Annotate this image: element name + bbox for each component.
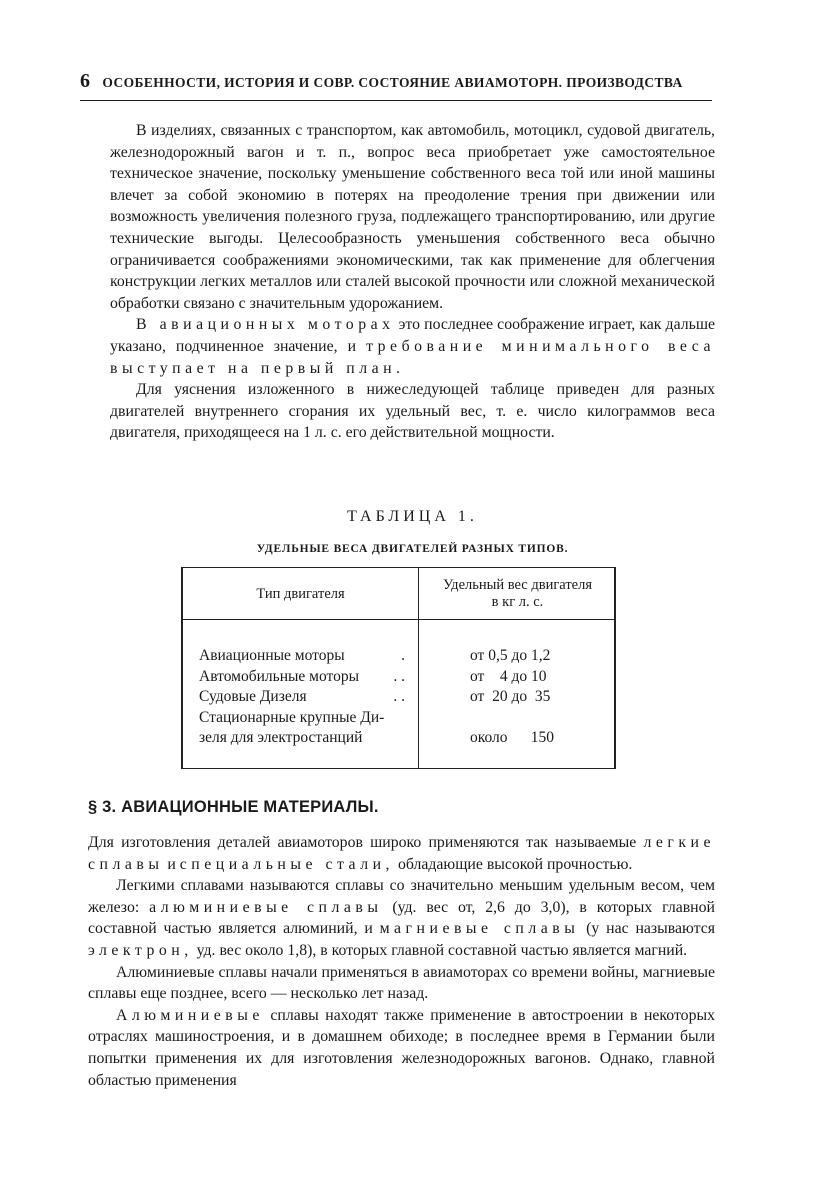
specific-weight-value: от 20 до 35 — [470, 688, 551, 705]
paragraph: Для уяснения изложенного в нижеследующей таблице приведен для разных двигателей внутреннего сгорания их удельный вес, т. е. число килограммов веса двигателя, приходящееся на 1 л. с. его действительной мощности. — [110, 381, 715, 442]
engine-type: Стационарные крупные Ди- — [199, 708, 385, 726]
specific-weight-table — [181, 567, 616, 769]
paragraph: Алюминиевые сплавы находят также применение в автостроении в некоторых отраслях машиностроения, и в домашнем обиходе; в последнее время в Германии были попытки применения их для изготовления железнодорожных вагонов. Однако, главной областью применения — [88, 1006, 715, 1089]
engine-type: Авиационные моторы — [199, 647, 345, 664]
spaced-emphasis: специальные стали, — [179, 855, 394, 873]
table-top-rule — [181, 567, 616, 568]
spaced-emphasis: магниевые сплавы — [379, 920, 580, 938]
spaced-emphasis: требование минимального веса выступает на первый план. — [110, 337, 715, 377]
section-heading: § 3. АВИАЦИОННЫЕ МАТЕРИАЛЫ. — [88, 798, 379, 816]
column-header-specific-weight: Удельный вес двигателя в кг л. с. — [442, 577, 593, 610]
table-row — [183, 709, 614, 730]
column-header-engine-type: Тип двигателя — [256, 585, 345, 602]
page-number: 6 — [80, 70, 91, 92]
specific-weight-value: от 0,5 до 1,2 — [470, 647, 551, 664]
paragraph: В авиационных моторах это последнее соображение играет, как дальше указано, подчиненное значение, и требование минимального веса выступает на первый план. — [110, 316, 715, 377]
section-text — [88, 832, 715, 1091]
table-body — [183, 647, 614, 750]
engine-type: зеля для электростанций — [199, 729, 363, 746]
paragraph: В изделиях, связанных с транспортом, как автомобиль, мотоцикл, судовой двигатель, железнодорожный вагон и т. п., вопрос веса приобретает уже самостоятельное техническое значение, поскольку уменьшение собственного веса той или иной машины влечет за собой экономию в потерях на преодоление трения при движении или возможность увеличения полезного груза, подлежащего транспортированию, или другие технические выгоды. Целесообразность уменьшения собственного веса обычно ограничивается соображениями экономическими, так как применение для облегчения конструкции легких металлов или сталей высокой прочности или сложной механической обработки связано с значительным удорожанием. — [110, 122, 715, 312]
spaced-emphasis: электрон, — [88, 941, 193, 959]
table-header-rule — [183, 619, 614, 620]
engine-type: Судовые Дизеля — [199, 688, 307, 705]
engine-type: Автомобильные моторы — [199, 667, 359, 685]
header-rule — [80, 100, 712, 101]
table-row — [183, 647, 614, 668]
spaced-emphasis: В авиационных моторах — [136, 316, 395, 334]
table-row — [183, 668, 614, 689]
leader-dots: . — [401, 647, 405, 664]
table-title: ТАБЛИЦА 1. — [347, 508, 478, 525]
spaced-emphasis: легкие сплавы — [88, 834, 715, 873]
table-row — [183, 729, 614, 750]
leader-dots: . . — [393, 688, 405, 705]
table-subtitle: УДЕЛЬНЫЕ ВЕСА ДВИГАТЕЛЕЙ РАЗНЫХ ТИПОВ. — [256, 543, 569, 555]
table-bottom-rule — [181, 768, 616, 769]
running-title: ОСОБЕННОСТИ, ИСТОРИЯ И СОВР. СОСТОЯНИЕ АВИАМОТОРН. ПРОИЗВОДСТВА — [102, 75, 683, 90]
paragraph: Для изготовления деталей авиамоторов широко применяются так называемые легкие сплавы и специальные стали, обладающие высокой прочностью. — [88, 834, 715, 873]
paragraph: Алюминиевые сплавы начали применяться в авиамоторах со времени войны, магниевые сплавы еще позднее, всего — несколько лет назад. — [88, 963, 715, 1003]
paragraph: Легкими сплавами называются сплавы со значительно меньшим удельным весом, чем железо: алюминиевые сплавы (уд. вес от, 2,6 до 3,0), в которых главной составной частью является алюминий, и магниевые сплавы (у нас называются электрон, уд. вес около 1,8), в которых главной составной частью является магний. — [88, 877, 716, 959]
table-row — [183, 688, 614, 709]
leader-dots: . . — [393, 667, 405, 685]
running-header — [80, 70, 710, 93]
spaced-emphasis: алюминиевые сплавы — [149, 898, 383, 916]
specific-weight-value: около 150 — [470, 729, 555, 746]
spaced-emphasis: Алюминиевые — [116, 1006, 264, 1024]
intro-text — [110, 120, 715, 444]
specific-weight-value: от 4 до 10 — [470, 667, 547, 685]
